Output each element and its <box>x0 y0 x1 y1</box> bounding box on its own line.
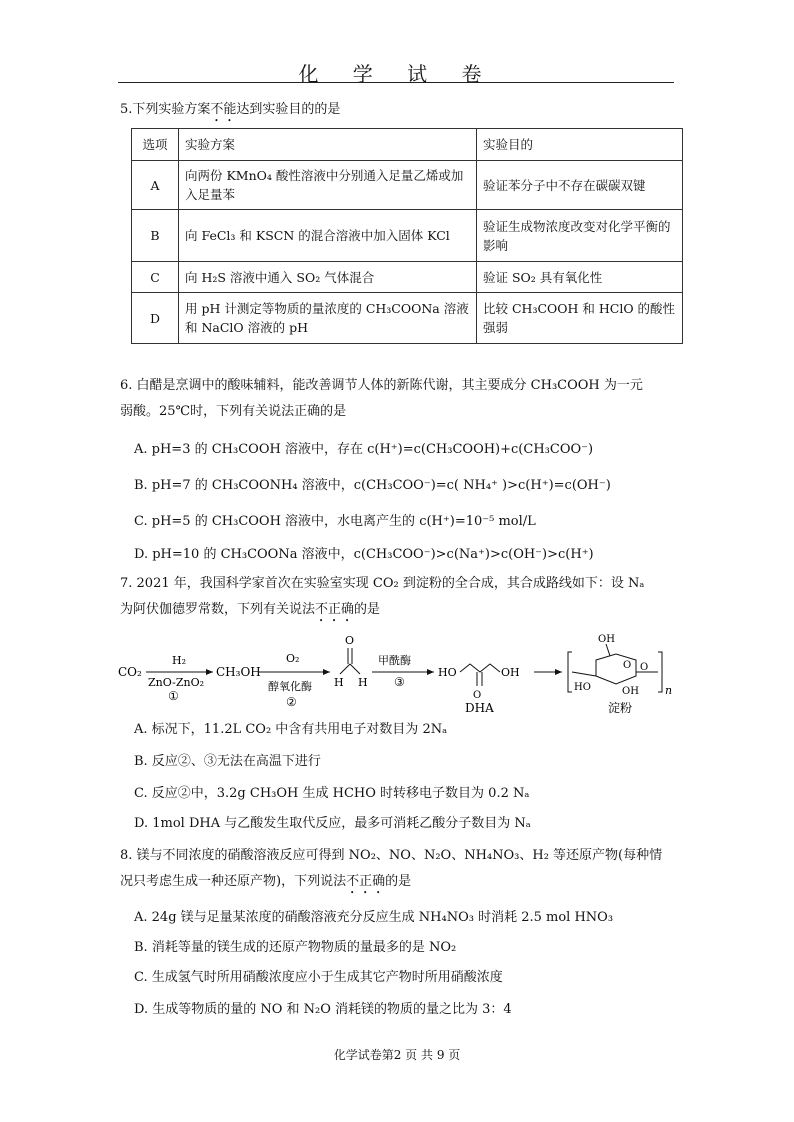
q7-synthesis-scheme <box>110 630 690 718</box>
q6-option-d: D. pH=10 的 CH₃COONa 溶液中，c(CH₃COO⁻)>c(Na⁺)>c(OH⁻)>c(H⁺) <box>134 547 594 562</box>
scheme-starch-ho: HO <box>574 682 591 693</box>
q5-row-plan: 向 H₂S 溶液中通入 SO₂ 气体混合 <box>179 262 477 293</box>
scheme-step1-catalyst: ZnO-ZnO₂ <box>148 676 205 689</box>
q5-row-purpose: 验证 SO₂ 具有氧化性 <box>477 262 683 293</box>
scheme-dha-skeleton <box>460 664 500 672</box>
q5-row-purpose: 比较 CH₃COOH 和 HClO 的酸性强弱 <box>477 293 683 344</box>
q8-option-d: D. 生成等物质的量的 NO 和 N₂O 消耗镁的物质的量之比为 3：4 <box>134 1002 512 1017</box>
scheme-dha-ho: HO <box>438 666 457 679</box>
q5-stem-emphasis: 不能 <box>210 102 237 117</box>
scheme-starch-ch2oh-bond <box>606 644 610 656</box>
q7-option-c: C. 反应②中，3.2g CH₃OH 生成 HCHO 时转移电子数目为 0.2 Nₐ <box>134 786 530 801</box>
scheme-starch-label: 淀粉 <box>608 701 633 715</box>
q7-option-d: D. 1mol DHA 与乙酸发生取代反应，最多可消耗乙酸分子数目为 Nₐ <box>134 816 531 831</box>
scheme-co2: CO₂ <box>118 665 142 679</box>
q7-stem-line2-pre: 为阿伏伽德罗常数，下列有关说法 <box>120 602 316 617</box>
header-rule <box>118 82 674 83</box>
scheme-hcho-h-left: H <box>334 676 344 689</box>
scheme-step1-reagent: H₂ <box>172 654 187 667</box>
scheme-dha-label: DHA <box>465 701 494 715</box>
scheme-starch-oh-top: OH <box>598 634 615 645</box>
scheme-starch-link-left <box>572 672 596 676</box>
q5-row-b <box>132 210 683 262</box>
scheme-hcho-bond-right <box>350 664 360 674</box>
q7-stem-emphasis: 不正确 <box>315 602 355 617</box>
scheme-hcho-h-right: H <box>358 676 368 689</box>
scheme-methanol: CH₃OH <box>216 665 261 679</box>
page-footer: 化学试卷第2 页 共 9 页 <box>333 1048 461 1062</box>
scheme-step2-reagent: O₂ <box>286 652 300 665</box>
scheme-hcho-bond-left <box>340 664 350 674</box>
scheme-arrowhead-1 <box>206 669 213 675</box>
scheme-hcho-oxygen: O <box>345 634 355 647</box>
q7-stem-line1: 7. 2021 年，我国科学家首次在实验室实现 CO₂ 到淀粉的全合成，其合成路线如下：设 Nₐ <box>120 576 645 591</box>
q5-row-c <box>132 262 683 293</box>
q6-option-c: C. pH=5 的 CH₃COOH 溶液中，水电离产生的 c(H⁺)=10⁻⁵ mol/L <box>134 514 536 529</box>
q5-row-a <box>132 161 683 210</box>
q7-stem-line2-post: 的是 <box>354 602 381 617</box>
q5-header-purpose: 实验目的 <box>477 129 683 161</box>
scheme-starch-bracket-right <box>658 652 662 692</box>
q7-option-b: B. 反应②、③无法在高温下进行 <box>134 754 321 769</box>
page-header-title: 化 学 试 卷 <box>298 62 496 86</box>
scheme-step3-catalyst: 甲酰酶 <box>378 654 411 667</box>
scheme-starch-n: n <box>665 684 673 697</box>
q8-stem-line2 <box>120 872 411 897</box>
q8-option-c: C. 生成氢气时所用硝酸浓度应小于生成其它产物时所用硝酸浓度 <box>134 970 503 985</box>
q5-row-plan: 用 pH 计测定等物质的量浓度的 CH₃COONa 溶液和 NaClO 溶液的 pH <box>179 293 477 344</box>
q5-row-option: B <box>132 210 179 262</box>
q5-row-option: D <box>132 293 179 344</box>
q8-stem-line2-pre: 况只考虑生成一种还原产物)，下列说法 <box>120 874 347 889</box>
q6-stem-line2: 弱酸。25℃时，下列有关说法正确的是 <box>120 404 347 419</box>
scheme-step2-number: ② <box>286 695 297 709</box>
scheme-starch-oh-bottom: OH <box>622 686 639 697</box>
q5-table-header-row <box>132 129 683 161</box>
q5-row-option: C <box>132 262 179 293</box>
q8-option-b: B. 消耗等量的镁生成的还原产物物质的量最多的是 NO₂ <box>134 940 457 955</box>
q6-stem-line1: 6. 白醋是烹调中的酸味辅料，能改善调节人体的新陈代谢，其主要成分 CH₃COOH 为一元 <box>120 378 643 393</box>
scheme-starch-ring-oxygen: O <box>623 660 632 671</box>
scheme-starch-bridge-oxygen: O <box>640 662 649 673</box>
q5-row-purpose: 验证生成物浓度改变对化学平衡的影响 <box>477 210 683 262</box>
q5-row-purpose: 验证苯分子中不存在碳碳双键 <box>477 161 683 210</box>
q8-stem-line1: 8. 镁与不同浓度的硝酸溶液反应可得到 NO₂、NO、N₂O、NH₄NO₃、H₂ 等还原产物(每种情 <box>120 848 663 863</box>
q8-stem-line2-post: 的是 <box>385 874 412 889</box>
scheme-arrowhead-2 <box>323 669 330 675</box>
scheme-starch-bracket-left <box>568 652 572 692</box>
q5-row-d <box>132 293 683 344</box>
q7-stem-line2 <box>120 600 380 625</box>
scheme-dha-oxygen: O <box>473 690 482 701</box>
scheme-step2-catalyst: 醇氧化酶 <box>268 680 312 693</box>
q5-stem-pre: 5.下列实验方案 <box>120 102 211 117</box>
q5-header-option: 选项 <box>132 129 179 161</box>
q5-table <box>131 128 683 344</box>
q5-stem <box>120 100 340 125</box>
scheme-dha-oh: OH <box>501 666 520 679</box>
q5-stem-post: 达到实验目的的是 <box>236 102 341 117</box>
scheme-step3-number: ③ <box>394 675 405 689</box>
q7-option-a: A. 标况下，11.2L CO₂ 中含有共用电子对数目为 2Nₐ <box>134 722 448 737</box>
q5-row-option: A <box>132 161 179 210</box>
q8-option-a: A. 24g 镁与足量某浓度的硝酸溶液充分反应生成 NH₄NO₃ 时消耗 2.5 mol HNO₃ <box>134 910 614 925</box>
scheme-step1-number: ① <box>168 689 179 703</box>
q5-header-plan: 实验方案 <box>179 129 477 161</box>
q8-stem-emphasis: 不正确 <box>346 874 386 889</box>
scheme-arrowhead-3 <box>427 669 434 675</box>
q5-row-plan: 向 FeCl₃ 和 KSCN 的混合溶液中加入固体 KCl <box>179 210 477 262</box>
scheme-arrowhead-4 <box>555 669 562 675</box>
q5-row-plan: 向两份 KMnO₄ 酸性溶液中分别通入足量乙烯或加入足量苯 <box>179 161 477 210</box>
q6-option-a: A. pH=3 的 CH₃COOH 溶液中，存在 c(H⁺)=c(CH₃COOH)+c(CH₃COO⁻) <box>134 442 594 457</box>
q6-option-b: B. pH=7 的 CH₃COONH₄ 溶液中，c(CH₃COO⁻)=c( NH₄⁺ )>c(H⁺)=c(OH⁻) <box>134 478 611 493</box>
